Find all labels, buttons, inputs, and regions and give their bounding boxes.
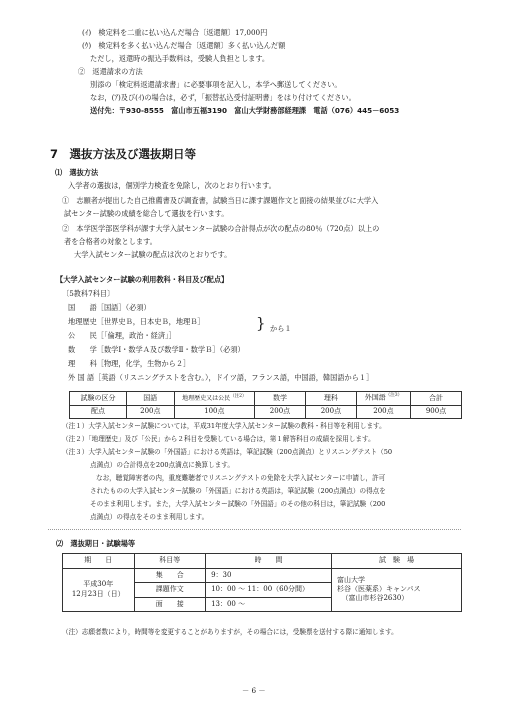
cell-essay-time: 10：00 ～ 11：00（60分間） [206,583,332,598]
section-divider [48,529,461,530]
schedule-heading: ⑵ 選抜期日・試験場等 [56,539,136,548]
selection-rule-2b: 者を合格者の対象とします。 [64,237,157,246]
table-row [63,568,462,583]
subject-foreign-language: 外 国 語［英語（リスニングテストを含む。），ドイツ語，フランス語，中国語，韓国語から１］ [68,373,374,382]
table-row [70,405,462,419]
selection-rule-1b: 試センター試験の成績を総合して選抜を行います。 [64,209,229,218]
cell-interview-time: 13：00 ～ [206,597,332,612]
selection-rule-1a: ① 志願者が提出した自己推薦書及び調査書，試験当日に課す課題作文と面接の結果並びに大学入 [62,196,379,205]
header-geo-civics: 地理歴史又は公民$^{(注2)}$ [174,392,254,406]
score-table [69,391,462,419]
header-time: 時 間 [206,554,332,569]
header-science: 理科 [305,392,356,406]
score-allocation-intro: 大学入試センター試験の配点は次のとおりです。 [74,250,232,259]
page-number: － 6 － [242,686,266,695]
subject-civics: 公 民［「倫理，政治・経済」］ [68,331,176,340]
note-1: （注１）大学入試センター試験については，平成31年度大学入試センター試験の教科・科目等を利用します。 [62,422,386,430]
schedule-table [62,553,462,612]
header-total: 合計 [411,392,462,406]
refund-address: 送付先：〒930-8555 富山市五福3190 富山大学財務部経理課 電話（076）445－6053 [90,106,400,115]
refund-item-i: (ｲ) 検定料を二重に払い込んだ場合〔返還額〕17,000円 [82,28,268,37]
note-3d: されたものの大学入試センター試験の「外国語」における英語は，筆記試験（200点満点）の得点を [90,487,386,495]
table-row [63,554,462,569]
schedule-note: （注）志願者数により，時間等を変更することがありますが，その場合には，受験票を送付する際に通知します。 [62,628,398,636]
selection-method-heading: ⑴ 選抜方法 [55,168,99,177]
cell-venue: 富山大学 杉谷（医薬系）キャンパス （富山市杉谷2630） [332,568,462,612]
choose-one-label: から１ [270,324,292,333]
note-3f: 点満点）の得点をそのまま利用します。 [90,513,209,521]
header-subject: 科目等 [134,554,206,569]
note-2: （注２）「地理歴史」及び「公民」から２科目を受験している場合は，第１解答科目の成績を採用します。 [62,435,375,443]
note-3c: なお，聴覚障害者の内，重度難聴者でリスニングテストの免除を大学入試センターに申請し，許可 [96,474,386,482]
header-date: 期 日 [63,554,135,569]
cell-assembly-time: 9：30 [206,568,332,583]
note-3b: 点満点）の合計得点を200点満点に換算します。 [90,461,234,469]
cell-foreign-points: 200点 [356,405,410,419]
refund-method-text: 別添の「検定料返還請求書」に必要事項を記入し，本学へ郵送してください。 [90,80,342,89]
refund-fee-note: ただし，返還時の振込手数料は，受験人負担とします。 [90,54,270,63]
cell-points-label: 配点 [70,405,127,419]
cell-total-points: 900点 [411,405,462,419]
header-japanese: 国語 [126,392,174,406]
cell-japanese-points: 200点 [126,405,174,419]
table-row [70,392,462,406]
cell-geo-points: 100点 [174,405,254,419]
selection-intro: 入学者の選抜は，個別学力検査を免除し，次のとおり行います。 [68,181,276,190]
subject-japanese: 国 語［国語］（必須） [68,303,151,312]
section-7-title: 7 選抜方法及び選抜期日等 [50,147,197,161]
selection-rule-2a: ② 本学医学部医学科が課す大学入試センター試験の合計得点が次の配点の80％（720点）以上の [62,224,380,233]
refund-method-note: なお，(ｱ)及び(ｲ)の場合は，必ず，「振替払込受付証明書」をはり付けてください。 [90,93,356,102]
header-venue: 試 験 場 [332,554,462,569]
cell-date: 平成30年 12月23日（日） [63,568,135,612]
note-3a: （注３）大学入試センター試験の「外国語」における英語は，筆記試験（200点満点）とリスニングテスト（50 [62,448,393,456]
cell-science-points: 200点 [305,405,356,419]
cell-interview: 面 接 [134,597,206,612]
cell-essay: 課題作文 [134,583,206,598]
refund-item-u: (ｳ) 検定料を多く払い込んだ場合〔返還額〕多く払い込んだ額 [82,41,286,50]
cell-math-points: 200点 [255,405,306,419]
center-test-heading: 【大学入試センター試験の利用教科・科目及び配点】 [56,275,229,284]
brace-mark: } [256,314,266,332]
header-division: 試験の区分 [70,392,127,406]
cell-assembly: 集 合 [134,568,206,583]
subject-count: 〔5教科7科目〕 [62,289,115,298]
header-math: 数学 [255,392,306,406]
subject-geo-history: 地理歴史［世界史Ｂ，日本史Ｂ，地理Ｂ］ [68,317,205,326]
refund-method-heading: ② 返還請求の方法 [78,67,143,76]
note-3e: そのまま利用します。また，大学入試センター試験の「外国語」のその他の科目は，筆記試験（200 [90,500,386,508]
subject-science: 理 科［物理，化学，生物から２］ [68,359,191,368]
header-foreign: 外国語$^{(注3)}$ [356,392,410,406]
subject-math: 数 学［数学Ⅰ・数学Ａ及び数学Ⅱ・数学Ｂ］（必須） [68,345,245,354]
